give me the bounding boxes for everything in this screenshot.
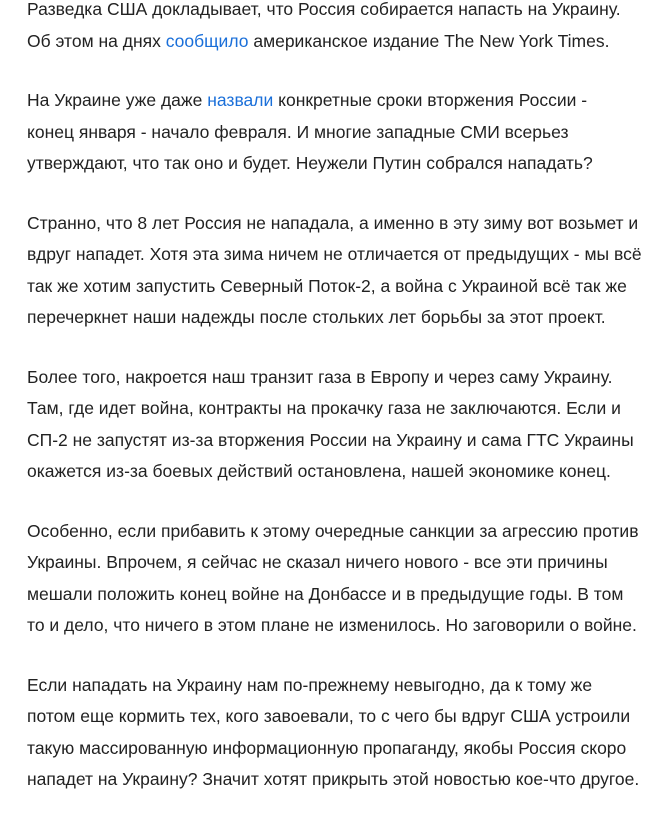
text-line: Особенно, если прибавить к этому очередные санкции за агрессию против (27, 520, 639, 541)
text-segment: Об этом на днях (27, 30, 166, 51)
source-link-reported[interactable]: сообщило (165, 30, 249, 51)
text-line (27, 26, 637, 58)
text-line: Более того, накроется наш транзит газа в Европу и через саму Украину. (27, 366, 613, 387)
paragraph (27, 208, 642, 334)
text-line: такую массированную информационную пропаганду, якобы Россия скоро (27, 737, 627, 758)
text-segment: конкретные сроки вторжения России - (273, 90, 588, 110)
text-line: СП-2 не запустят из-за вторжения России на Украину и сама ГТС Украины (27, 429, 634, 450)
text-line (27, 85, 637, 117)
paragraph (27, 0, 637, 57)
text-line: мешали положить конец войне на Донбассе и в предыдущие годы. В том (27, 583, 624, 604)
text-line: окажется из-за боевых действий остановлена, нашей экономике конец. (27, 461, 611, 481)
paragraph (27, 670, 640, 796)
text-line: вдруг нападет. Хотя эта зима ничем не отличается от предыдущих - мы всё (27, 244, 642, 264)
text-segment: На Украине уже даже (27, 90, 208, 110)
text-line: Там, где идет война, контракты на прокачку газа не заключаются. Если и (27, 398, 621, 418)
text-line: перечеркнет наши надежды после стольких лет борьбы за этот проект. (27, 307, 606, 327)
text-line: Странно, что 8 лет Россия не нападала, а именно в эту зиму вот возьмет и (27, 212, 639, 233)
text-line: Разведка США докладывает, что Россия собирается напасть на Украину. (27, 0, 621, 19)
text-line: нападет на Украину? Значит хотят прикрыть этой новостью кое-что другое. (27, 769, 640, 789)
source-link-named[interactable]: назвали (207, 90, 274, 110)
paragraph (27, 85, 637, 180)
text-line: Украины. Впрочем, я сейчас не сказал ничего нового - все эти причины (27, 552, 608, 572)
paragraph (27, 516, 637, 642)
paragraph (27, 362, 637, 488)
text-line: утверждают, что так оно и будет. Неужели Путин собрался нападать? (27, 153, 593, 173)
article-body (27, 0, 642, 824)
text-line: так же хотим запустить Северный Поток-2, а война с Украиной всё так же (27, 275, 627, 296)
text-line: потом еще кормить тех, кого завоевали, то с чего бы вдруг США устроили (27, 706, 631, 726)
text-line: конец января - начало февраля. И многие западные СМИ всерьез (27, 121, 569, 142)
text-line: Если нападать на Украину нам по-прежнему невыгодно, да к тому же (27, 674, 593, 695)
text-segment: американское издание The New York Times. (248, 30, 610, 51)
text-line: то и дело, что ничего в этом плане не изменилось. Но заговорили о войне. (27, 615, 637, 635)
